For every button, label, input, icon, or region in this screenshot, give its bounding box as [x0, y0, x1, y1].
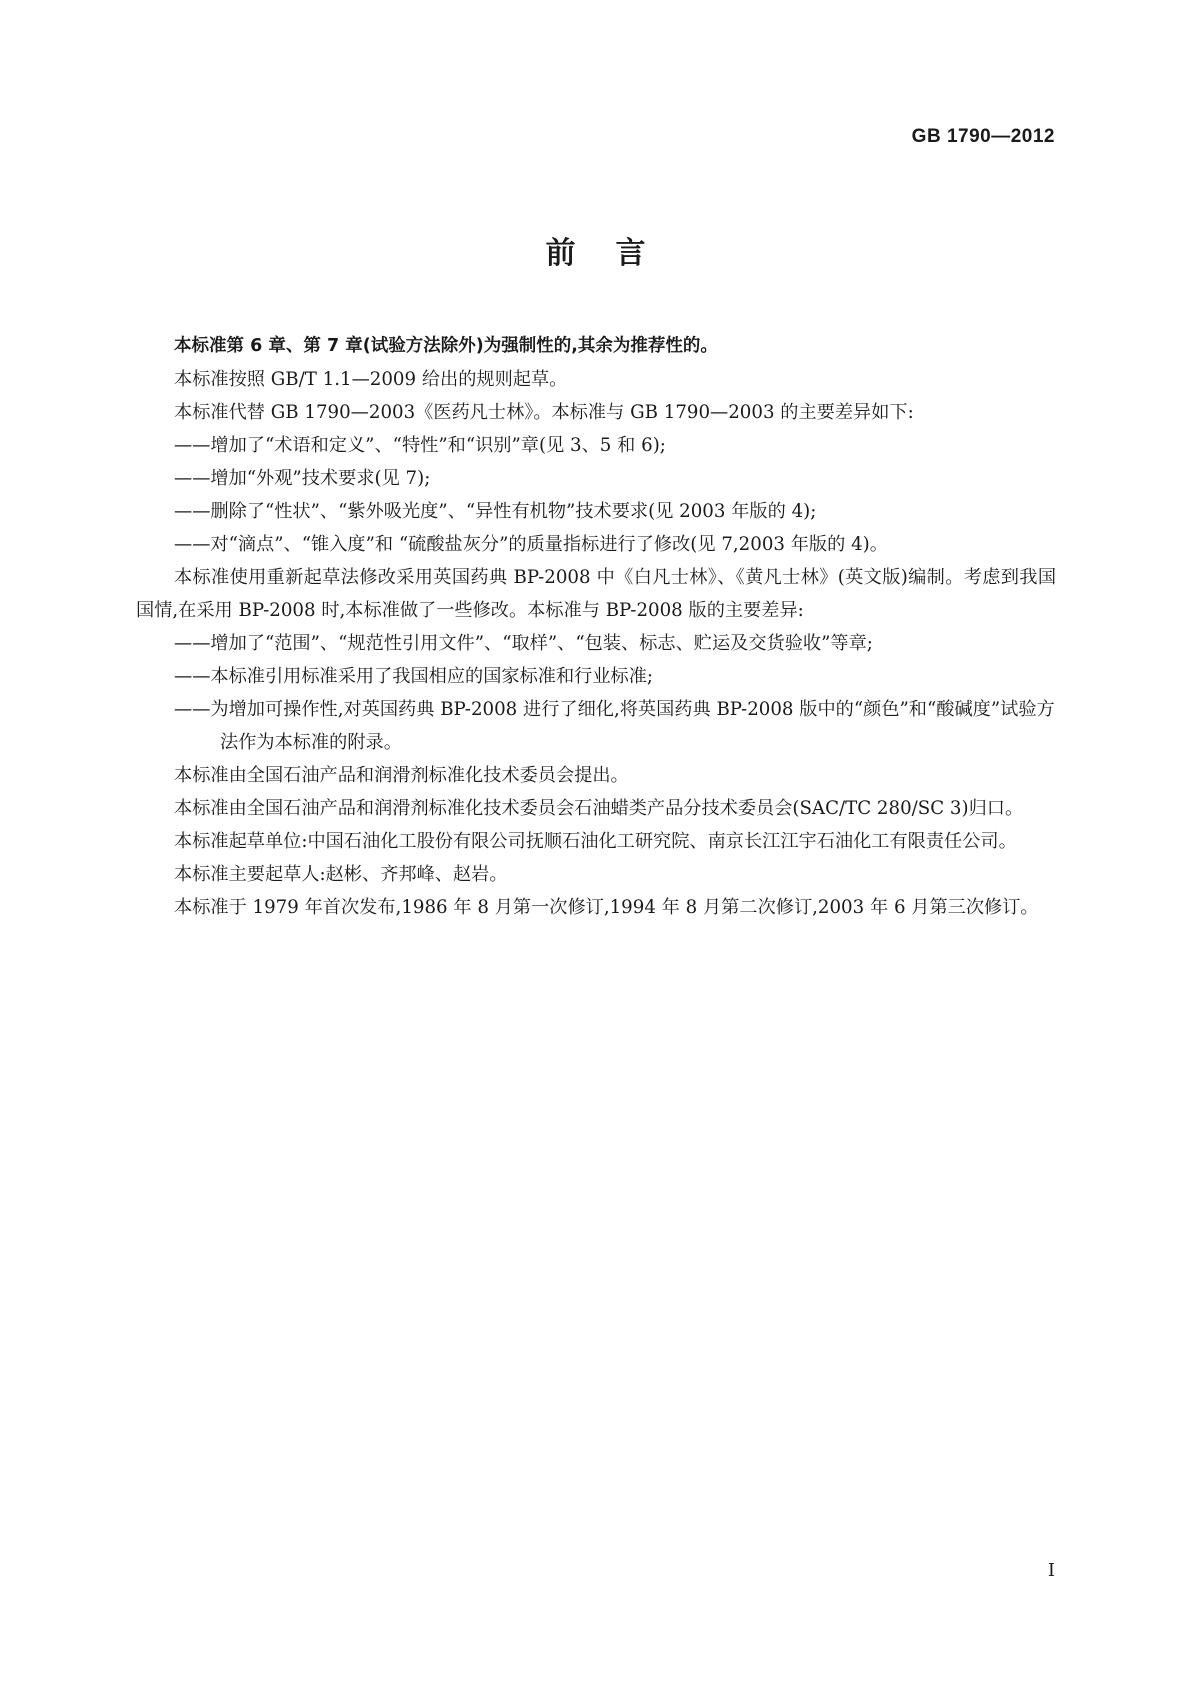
mandatory-statement: 本标准第 6 章、第 7 章(试验方法除外)为强制性的,其余为推荐性的。 [174, 336, 718, 356]
proposer-paragraph: 本标准由全国石油产品和润滑剂标准化技术委员会提出。 [174, 765, 629, 786]
drafting-units-paragraph: 本标准起草单位:中国石油化工股份有限公司抚顺石油化工研究院、南京长江江宇石油化工有限责任公司。 [174, 831, 1017, 852]
adoption-paragraph: 本标准使用重新起草法修改采用英国药典 BP-2008 中《白凡士林》、《黄凡士林》(英文版)编制。考虑到我国国情,在采用 BP-2008 时,本标准做了一些修改。本标准与 BP-2008 版的主要差异: [136, 567, 1056, 621]
drafting-rules-paragraph: 本标准按照 GB/T 1.1—2009 给出的规则起草。 [174, 369, 568, 390]
replacement-paragraph: 本标准代替 GB 1790—2003《医药凡士林》。本标准与 GB 1790—2003 的主要差异如下: [174, 402, 914, 423]
change-item: ——对“滴点”、“锥入度”和 “硫酸盐灰分”的质量指标进行了修改(见 7,2003 年版的 4)。 [174, 534, 888, 555]
drafters-paragraph: 本标准主要起草人:赵彬、齐邦峰、赵岩。 [174, 864, 508, 885]
administrator-paragraph: 本标准由全国石油产品和润滑剂标准化技术委员会石油蜡类产品分技术委员会(SAC/TC 280/SC 3)归口。 [174, 798, 1024, 819]
change-item: ——增加了“术语和定义”、“特性”和“识别”章(见 3、5 和 6); [174, 435, 666, 456]
difference-item: ——增加了“范围”、“规范性引用文件”、“取样”、“包装、标志、贮运及交货验收”等章; [174, 633, 873, 654]
difference-item: ——为增加可操作性,对英国药典 BP-2008 进行了细化,将英国药典 BP-2008 版中的“颜色”和“酸碱度”试验方法作为本标准的附录。 [174, 699, 1055, 753]
change-item: ——增加“外观”技术要求(见 7); [174, 468, 431, 489]
page-number: I [1047, 1560, 1055, 1581]
history-paragraph: 本标准于 1979 年首次发布,1986 年 8 月第一次修订,1994 年 8 月第二次修订,2003 年 6 月第三次修订。 [174, 897, 1039, 918]
page-title: 前言 [545, 236, 686, 271]
change-item: ——删除了“性状”、“紫外吸光度”、“异性有机物”技术要求(见 2003 年版的 4); [174, 501, 817, 522]
difference-item: ——本标准引用标准采用了我国相应的国家标准和行业标准; [174, 666, 654, 687]
standard-code: GB 1790—2012 [911, 126, 1055, 147]
foreword-body [136, 330, 1056, 924]
